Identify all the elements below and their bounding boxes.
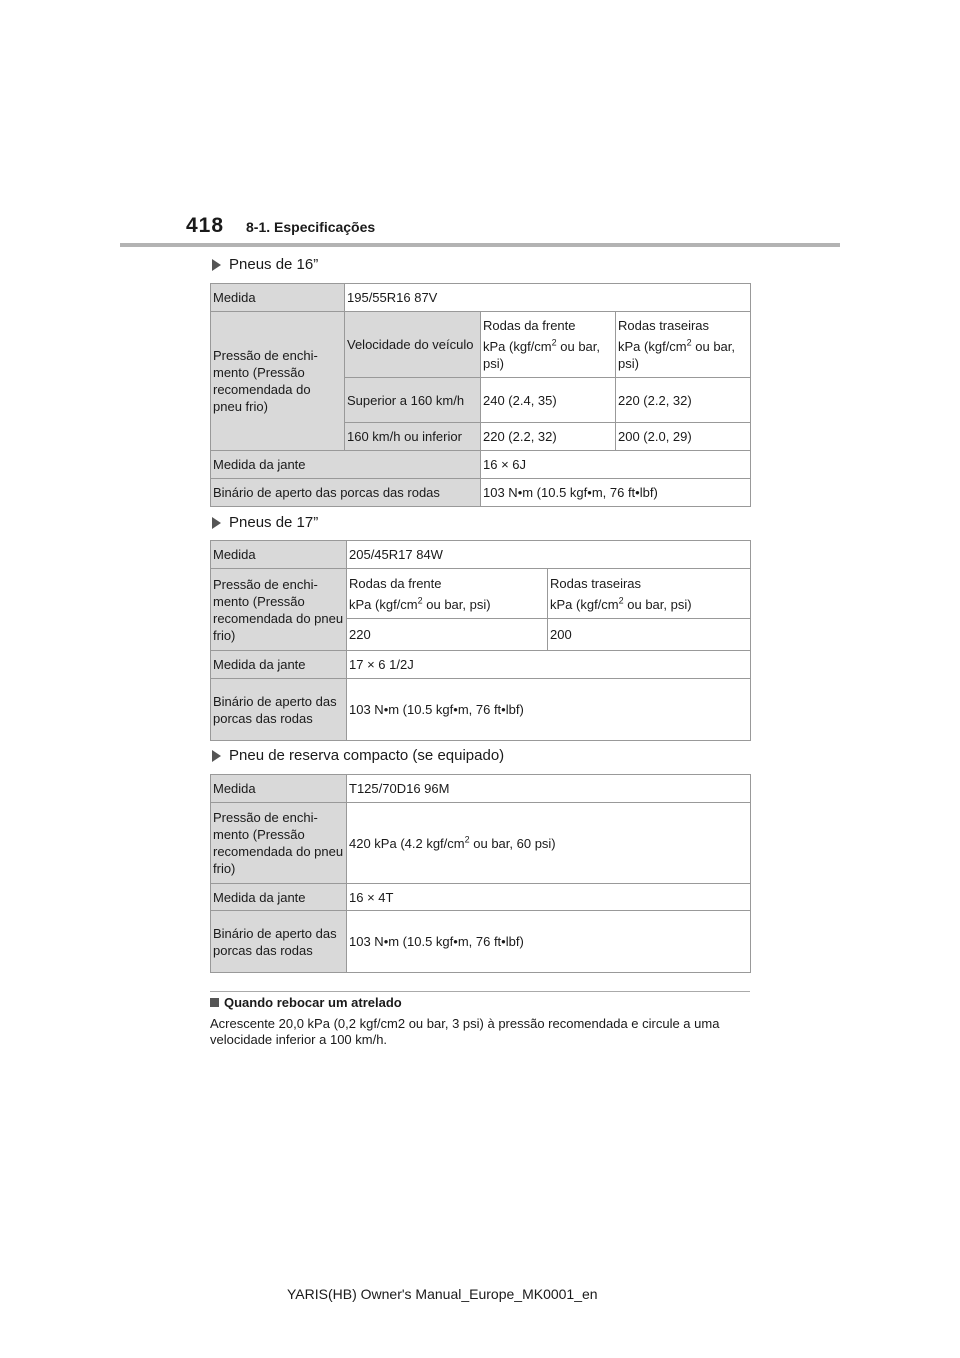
rear-title: Rodas traseiras [618, 318, 710, 333]
note-divider [210, 991, 750, 992]
rear-pressure-cell: 200 (2.0, 29) [616, 423, 751, 451]
front-unit [349, 596, 545, 613]
table-row [211, 911, 751, 973]
rear-unit [550, 596, 748, 613]
table-row [211, 451, 751, 479]
rear-header [548, 569, 751, 619]
front-pressure-cell: 220 (2.2, 32) [481, 423, 616, 451]
heading-text: Pneu de reserva compacto (se equipado) [229, 747, 505, 764]
rear-header [616, 312, 751, 378]
arrow-right-icon [212, 750, 221, 762]
pressure-label: Pressão de enchi-mento (Pressão recomendada do pneu frio) [211, 803, 347, 884]
note-title-text: Quando rebocar um atrelado [224, 995, 402, 1010]
speed-header: Velocidade do veículo [345, 312, 481, 378]
jante-label: Medida da jante [211, 884, 347, 911]
pressure-label: Pressão de enchi-mento (Pressão recomendada do pneu frio) [211, 312, 345, 451]
heading-text: Pneus de 16” [229, 256, 319, 273]
note-title [210, 995, 402, 1010]
jante-label: Medida da jante [211, 651, 347, 679]
unit-text: ou bar, psi) [618, 339, 736, 371]
medida-value: T125/70D16 96M [347, 775, 751, 803]
arrow-right-icon [212, 517, 221, 529]
medida-label: Medida [211, 541, 347, 569]
front-pressure-cell: 220 [347, 619, 548, 651]
unit-text: kPa (kgf/cm [483, 339, 552, 354]
jante-value: 16 × 6J [481, 451, 751, 479]
table-row [211, 803, 751, 884]
unit-text: kPa (kgf/cm [550, 596, 619, 612]
heading-text: Pneus de 17” [229, 514, 319, 531]
medida-value: 195/55R16 87V [345, 284, 751, 312]
heading-spare-tire [212, 747, 504, 764]
speed-cell: 160 km/h ou inferior [345, 423, 481, 451]
torque-value: 103 N•m (10.5 kgf•m, 76 ft•lbf) [347, 911, 751, 973]
front-unit [483, 338, 613, 372]
header-rule [120, 243, 840, 247]
table-tires-16 [210, 283, 751, 507]
unit-text: ou bar, psi) [483, 339, 601, 371]
rear-title: Rodas traseiras [550, 575, 642, 591]
medida-label: Medida [211, 775, 347, 803]
unit-text: ou bar, psi) [422, 596, 491, 612]
speed-cell: Superior a 160 km/h [345, 378, 481, 423]
page-number: 418 [186, 214, 225, 237]
front-header [481, 312, 616, 378]
unit-text: kPa (kgf/cm [349, 596, 418, 612]
front-title: Rodas da frente [349, 575, 442, 591]
unit-sup: 2 [551, 337, 557, 348]
unit-text: kPa (kgf/cm [618, 339, 687, 354]
jante-value: 16 × 4T [347, 884, 751, 911]
section-title: 8-1. Especificações [246, 219, 376, 235]
table-spare-tire [210, 774, 751, 973]
table-row [211, 284, 751, 312]
front-title: Rodas da frente [483, 318, 576, 333]
arrow-right-icon [212, 259, 221, 271]
rear-pressure-cell: 200 [548, 619, 751, 651]
table-row [211, 679, 751, 741]
note-body: Acrescente 20,0 kPa (0,2 kgf/cm2 ou bar, 3 psi) à pressão recomendada e circule a uma velocidade inferior a 100 km/h. [210, 1016, 720, 1047]
rear-unit [618, 338, 748, 372]
table-row [211, 541, 751, 569]
table-row [211, 884, 751, 911]
torque-value: 103 N•m (10.5 kgf•m, 76 ft•lbf) [347, 679, 751, 741]
torque-value: 103 N•m (10.5 kgf•m, 76 ft•lbf) [481, 479, 751, 507]
table-row [211, 775, 751, 803]
unit-sup: 2 [417, 595, 423, 606]
table-row [211, 569, 751, 619]
torque-label: Binário de aperto das porcas das rodas [211, 911, 347, 973]
jante-value: 17 × 6 1/2J [347, 651, 751, 679]
pressure-text: ou bar, 60 psi) [469, 835, 556, 851]
jante-label: Medida da jante [211, 451, 481, 479]
front-pressure-cell: 240 (2.4, 35) [481, 378, 616, 423]
heading-tires-17 [212, 514, 318, 531]
table-row [211, 651, 751, 679]
unit-sup: 2 [686, 337, 692, 348]
square-bullet-icon [210, 998, 219, 1007]
pressure-value [347, 803, 751, 884]
medida-value: 205/45R17 84W [347, 541, 751, 569]
pressure-text: 420 kPa (4.2 kgf/cm [349, 835, 465, 851]
table-tires-17 [210, 540, 751, 741]
torque-label: Binário de aperto das porcas das rodas [211, 679, 347, 741]
heading-tires-16 [212, 256, 318, 273]
unit-text: ou bar, psi) [623, 596, 692, 612]
torque-label: Binário de aperto das porcas das rodas [211, 479, 481, 507]
medida-label: Medida [211, 284, 345, 312]
front-header [347, 569, 548, 619]
pressure-label: Pressão de enchi-mento (Pressão recomendada do pneu frio) [211, 569, 347, 651]
table-row [211, 479, 751, 507]
pressure-sup: 2 [464, 834, 470, 845]
rear-pressure-cell: 220 (2.2, 32) [616, 378, 751, 423]
unit-sup: 2 [618, 595, 624, 606]
table-row [211, 312, 751, 378]
footer-manual-id: YARIS(HB) Owner's Manual_Europe_MK0001_en [287, 1286, 598, 1302]
